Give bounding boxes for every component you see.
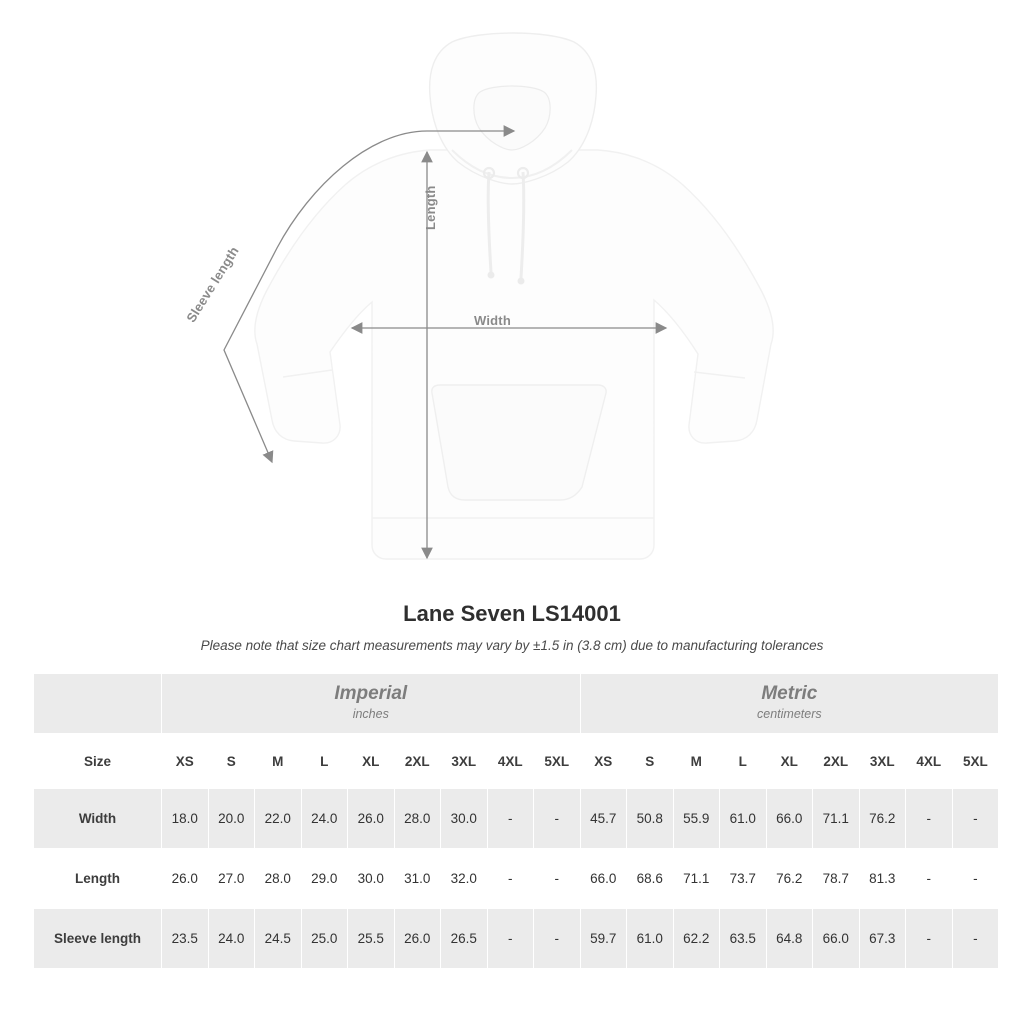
cell: 25.5	[348, 909, 395, 969]
cell: 28.0	[394, 789, 441, 849]
cell: 67.3	[859, 909, 906, 969]
cell: 76.2	[766, 849, 813, 909]
sleeve-length-label: Sleeve length	[183, 243, 242, 325]
cell: 78.7	[813, 849, 860, 909]
row-label: Length	[34, 849, 162, 909]
table-header-row	[34, 734, 999, 789]
size-chart-table	[33, 673, 999, 969]
header-col: S	[627, 734, 674, 789]
header-col: S	[208, 734, 255, 789]
cell: 27.0	[208, 849, 255, 909]
cell: 24.5	[255, 909, 302, 969]
header-col: XS	[580, 734, 627, 789]
unit-group-row	[34, 674, 999, 734]
cell: 26.5	[441, 909, 488, 969]
header-col: L	[301, 734, 348, 789]
cell: 20.0	[208, 789, 255, 849]
cell: 24.0	[301, 789, 348, 849]
cell: 71.1	[673, 849, 720, 909]
size-chart-table-wrap	[33, 673, 991, 969]
cell: 23.5	[162, 909, 209, 969]
cell: 28.0	[255, 849, 302, 909]
cell: 50.8	[627, 789, 674, 849]
cell: -	[952, 849, 999, 909]
cell: 55.9	[673, 789, 720, 849]
width-label: Width	[474, 313, 511, 328]
unit-group-metric-sub: centimeters	[757, 707, 822, 722]
header-size: Size	[34, 734, 162, 789]
cell: 61.0	[720, 789, 767, 849]
cell: -	[534, 849, 581, 909]
cell: -	[487, 849, 534, 909]
cell: 31.0	[394, 849, 441, 909]
header-col: 3XL	[441, 734, 488, 789]
cell: 68.6	[627, 849, 674, 909]
header-col: XL	[766, 734, 813, 789]
header-col: 3XL	[859, 734, 906, 789]
header-col: 5XL	[534, 734, 581, 789]
header-col: M	[673, 734, 720, 789]
cell: 81.3	[859, 849, 906, 909]
hoodie-shape	[255, 33, 773, 559]
cell: -	[906, 789, 953, 849]
cell: 61.0	[627, 909, 674, 969]
table-row	[34, 849, 999, 909]
header-col: XL	[348, 734, 395, 789]
header-col: XS	[162, 734, 209, 789]
cell: 66.0	[766, 789, 813, 849]
unit-group-metric	[580, 674, 999, 734]
cell: 62.2	[673, 909, 720, 969]
cell: -	[487, 789, 534, 849]
cell: -	[906, 849, 953, 909]
table-row	[34, 789, 999, 849]
header-col: L	[720, 734, 767, 789]
header-col: 4XL	[906, 734, 953, 789]
cell: 22.0	[255, 789, 302, 849]
cell: -	[487, 909, 534, 969]
cell: 18.0	[162, 789, 209, 849]
header-col: 2XL	[394, 734, 441, 789]
cell: 30.0	[348, 849, 395, 909]
cell: 29.0	[301, 849, 348, 909]
table-row	[34, 909, 999, 969]
row-label: Width	[34, 789, 162, 849]
cell: 71.1	[813, 789, 860, 849]
cell: 76.2	[859, 789, 906, 849]
unit-group-spacer	[34, 674, 162, 734]
cell: -	[534, 909, 581, 969]
cell: 64.8	[766, 909, 813, 969]
unit-group-imperial	[162, 674, 581, 734]
tolerance-note: Please note that size chart measurements may vary by ±1.5 in (3.8 cm) due to manufacturing tolerances	[200, 638, 824, 653]
cell: 26.0	[162, 849, 209, 909]
cell: 32.0	[441, 849, 488, 909]
row-label: Sleeve length	[34, 909, 162, 969]
cell: 25.0	[301, 909, 348, 969]
cell: 73.7	[720, 849, 767, 909]
cell: -	[906, 909, 953, 969]
header-col: 2XL	[813, 734, 860, 789]
cell: 26.0	[394, 909, 441, 969]
cell: 26.0	[348, 789, 395, 849]
cell: -	[952, 909, 999, 969]
unit-group-imperial-name: Imperial	[334, 682, 408, 704]
cell: -	[952, 789, 999, 849]
cell: 66.0	[580, 849, 627, 909]
page-title: Lane Seven LS14001	[403, 601, 621, 626]
unit-group-imperial-sub: inches	[352, 707, 389, 722]
length-label: Length	[423, 185, 438, 230]
header-col: 4XL	[487, 734, 534, 789]
cell: 66.0	[813, 909, 860, 969]
header-col: M	[255, 734, 302, 789]
header-col: 5XL	[952, 734, 999, 789]
cell: 45.7	[580, 789, 627, 849]
cell: 63.5	[720, 909, 767, 969]
cell: 59.7	[580, 909, 627, 969]
cell: 30.0	[441, 789, 488, 849]
cell: 24.0	[208, 909, 255, 969]
title-block	[0, 601, 1024, 653]
cell: -	[534, 789, 581, 849]
unit-group-metric-name: Metric	[761, 682, 818, 704]
